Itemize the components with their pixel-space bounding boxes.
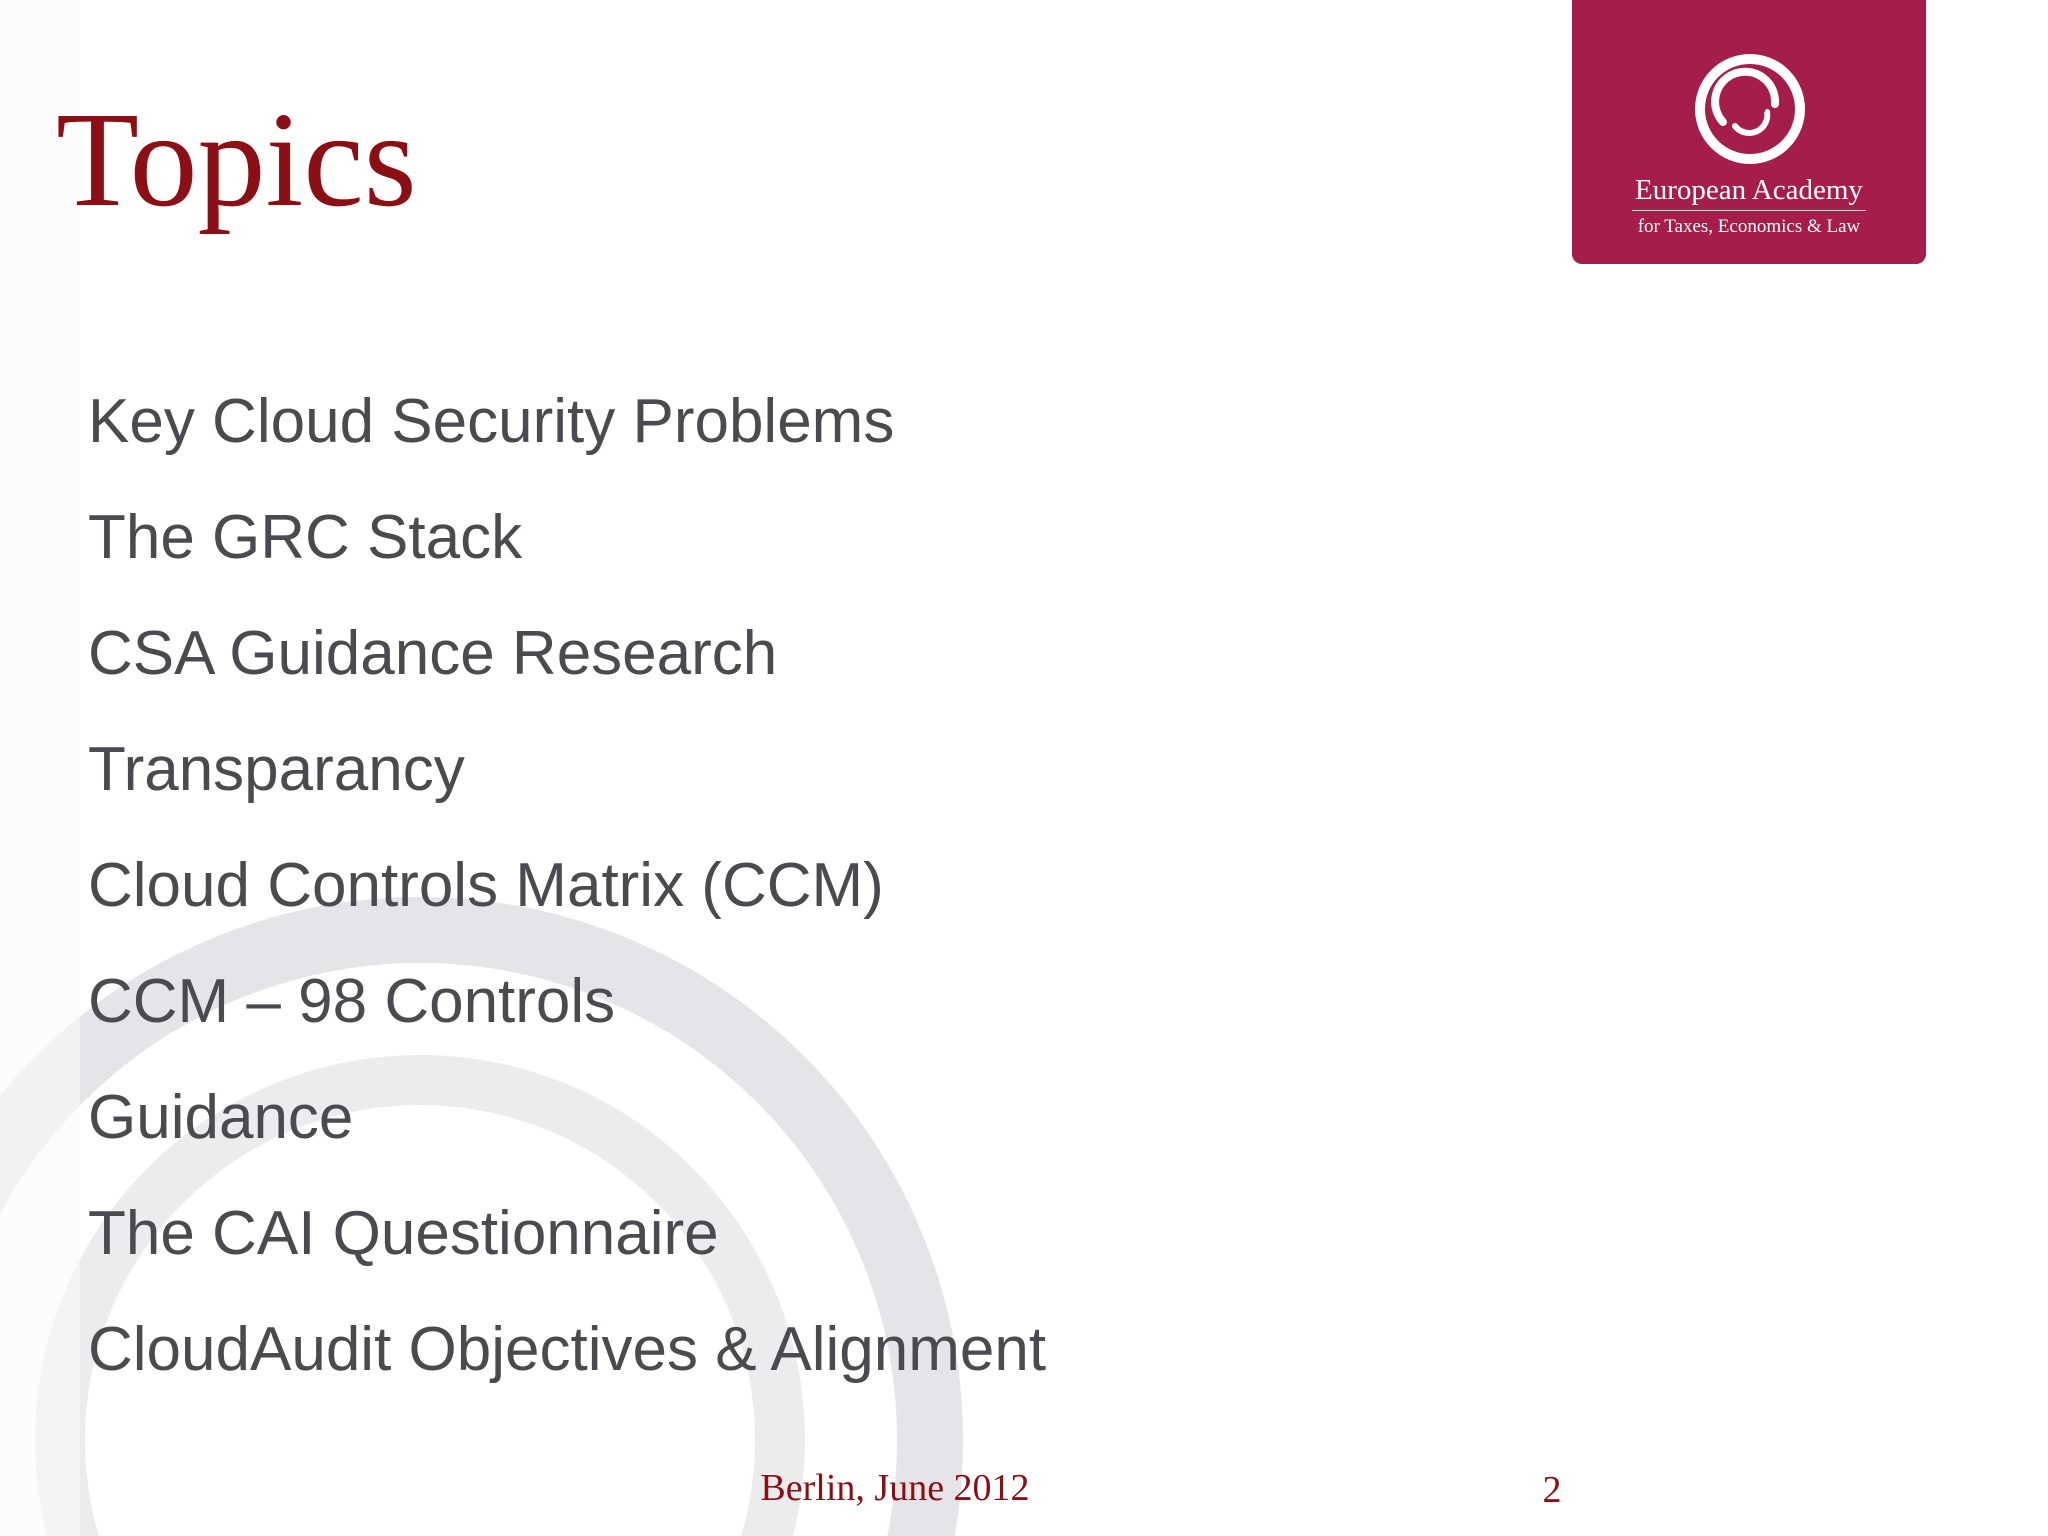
slide-title: Topics (56, 85, 417, 235)
logo-divider (1632, 210, 1866, 211)
topic-item: The GRC Stack (88, 503, 523, 572)
footer-date: Berlin, June 2012 (760, 1467, 1030, 1509)
topic-item: The CAI Questionnaire (88, 1199, 719, 1268)
topic-item: CSA Guidance Research (88, 619, 778, 688)
academy-logo (1572, 0, 1926, 264)
topic-item: Guidance (88, 1083, 354, 1152)
topic-item: CloudAudit Objectives & Alignment (88, 1315, 1047, 1384)
topic-item: Transparancy (88, 735, 465, 804)
topic-item: Cloud Controls Matrix (CCM) (88, 851, 884, 920)
logo-subtitle: for Taxes, Economics & Law (1637, 216, 1861, 237)
topic-item: Key Cloud Security Problems (88, 387, 895, 456)
swirl-emblem-icon (1693, 52, 1807, 166)
topic-item: CCM – 98 Controls (88, 967, 616, 1036)
page-number: 2 (1542, 1469, 1562, 1511)
topics-list (88, 364, 1046, 1408)
logo-name: European Academy (1635, 174, 1863, 206)
